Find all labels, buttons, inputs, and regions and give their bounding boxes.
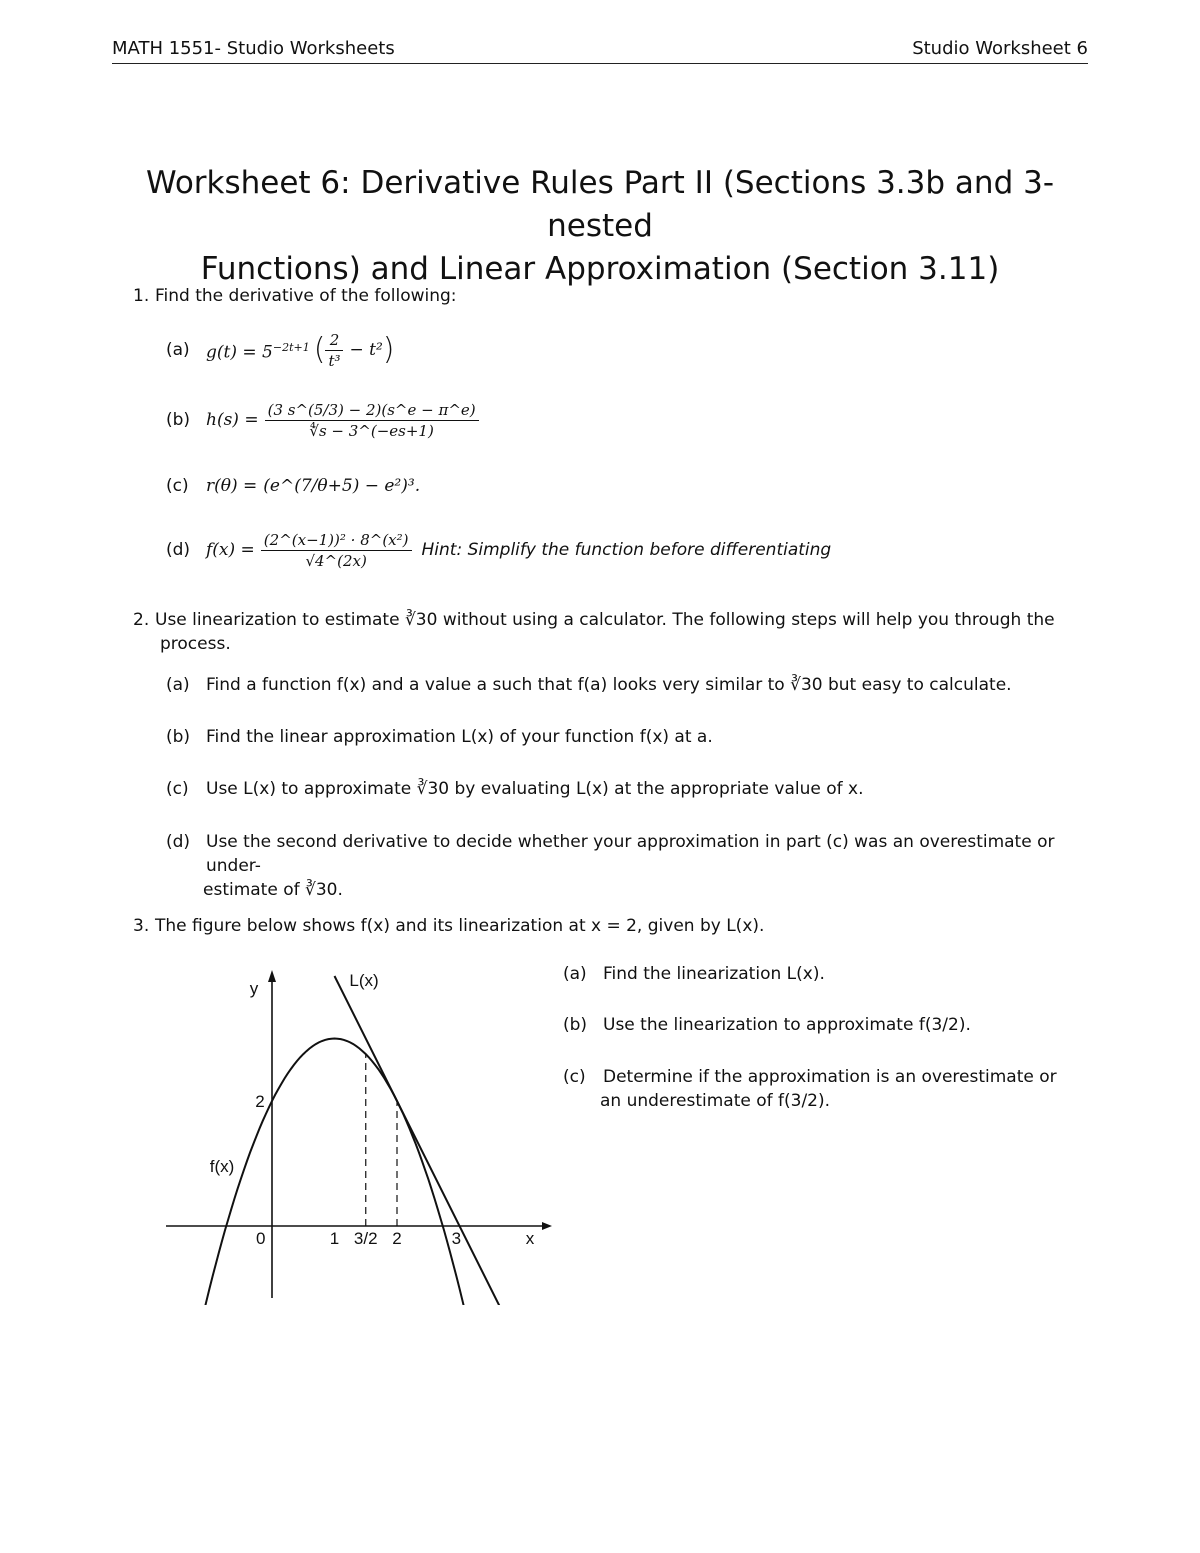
title-line-1: Worksheet 6: Derivative Rules Part II (Sections 3.3b and 3-nested	[145, 165, 1055, 244]
q2-part-d: (d) Use the second derivative to decide whether your approximation in part (c) was an overestimate or under- estimate of ∛30.	[166, 832, 1055, 900]
q1a-paren-close: )	[382, 332, 395, 367]
q2-part-c: (c) Use L(x) to approximate ∛30 by evaluating L(x) at the appropriate value of x.	[166, 779, 864, 799]
q3-part-c: (c) Determine if the approximation is an overestimate or an underestimate of f(3/2).	[563, 1067, 1057, 1111]
q1d-fraction: $\frac{\text{(2\textasciicircum{}(x−1))² · 8\textasciicircum{}(x²)}}{√4\^{}(2x)}$	[261, 531, 412, 570]
q1-part-b: (b) h(s) = $\frac{(3 s\^{}(5/3) - 2)(s\^{}e - \pi\^{}e)}{∜s - 3\^{}(-es+1)}$	[166, 398, 479, 442]
y-tick-label-2: 2	[255, 1092, 265, 1111]
q3-part-a: (a) Find the linearization L(x).	[563, 964, 825, 984]
title-line-2: Functions) and Linear Approximation (Section 3.11)	[200, 251, 1000, 287]
y-axis-label: y	[249, 979, 259, 998]
header-course: MATH 1551- Studio Worksheets	[112, 38, 395, 59]
q1-part-c: (c) r(θ) = (e^(7/θ+5) − e²)³.	[166, 476, 421, 496]
q1a-fraction: $\frac{2}{\text{t³}}$	[325, 331, 343, 370]
x-tick-label-3: 3	[451, 1229, 462, 1248]
linearization-figure	[160, 960, 560, 1305]
series-L-line	[335, 976, 504, 1305]
q1-part-d: (d) f(x) = $\frac{\text{(2\textasciicircum{}(x−1))² · 8\textasciicircum{}(x²)}}{√4\^{}(2x)}$ Hint: Simplify the function before differentiating	[166, 530, 832, 570]
header-rule	[112, 63, 1088, 64]
q1b-fraction: $\frac{(3 s\^{}(5/3) - 2)(s\^{}e - \pi\^{}e)}{∜s - 3\^{}(-es+1)}$	[265, 401, 479, 440]
series-L-label: L(x)	[349, 971, 379, 990]
series-f-curve	[197, 1039, 491, 1306]
q1d-hint: Hint: Simplify the function before differentiating	[421, 540, 832, 560]
page-title	[100, 162, 1100, 291]
x-tick-label-1: 1	[329, 1229, 340, 1248]
q1a-lhs: $g(t) = 5^{-2t+1}$	[206, 340, 310, 363]
q1-part-a: (a) $g(t) = 5^{-2t+1}$ ( $\frac{2}{\text{t³}}$ − t² )	[166, 330, 395, 370]
q1a-paren-open: (	[313, 332, 326, 367]
q3-prompt: 3. The figure below shows f(x) and its linearization at x = 2, given by L(x).	[133, 916, 765, 936]
x-tick-label-3-2: 3/2	[353, 1229, 378, 1248]
q3-part-b: (b) Use the linearization to approximate f(3/2).	[563, 1015, 971, 1035]
q1c-expression: (e^(7/θ+5) − e²)³.	[263, 476, 421, 496]
header-sheet: Studio Worksheet 6	[912, 38, 1088, 59]
x-tick-label-0: 0	[256, 1229, 266, 1248]
series-f-label: f(x)	[209, 1157, 235, 1176]
q2-part-a: (a) Find a function f(x) and a value a such that f(a) looks very similar to ∛30 but easy to calculate.	[166, 675, 1012, 695]
y-axis-arrow	[268, 970, 276, 982]
x-tick-label-2: 2	[392, 1229, 402, 1248]
q2-part-b: (b) Find the linear approximation L(x) of your function f(x) at a.	[166, 727, 713, 747]
q2-prompt: 2. Use linearization to estimate ∛30 without using a calculator. The following steps will help you through the process.	[133, 610, 1055, 654]
x-axis-arrow	[542, 1222, 552, 1230]
x-axis-label: x	[525, 1229, 535, 1248]
q1-prompt: 1. Find the derivative of the following:	[133, 286, 457, 306]
